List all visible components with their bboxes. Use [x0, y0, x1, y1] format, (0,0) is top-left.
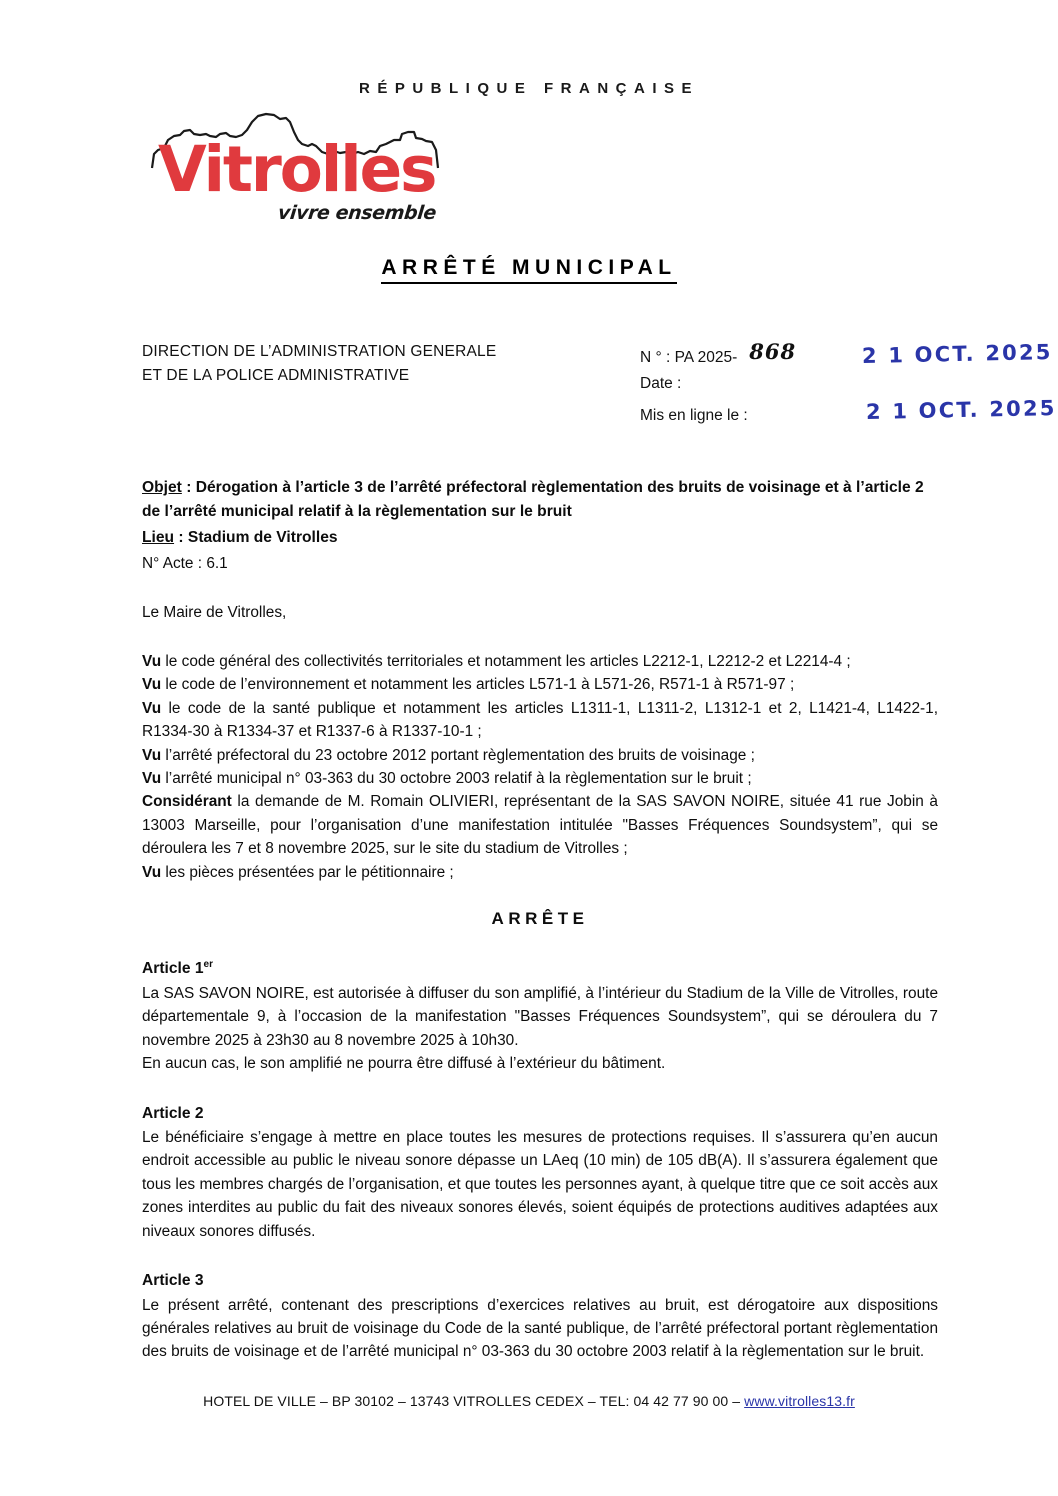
page-footer	[0, 1393, 1058, 1409]
logo-wordmark: Vitrolles	[158, 133, 436, 206]
vu-clause-prefix: Vu	[142, 863, 162, 881]
vu-clause-prefix: Vu	[142, 746, 162, 764]
vu-clauses-list	[142, 650, 938, 884]
footer-address: HOTEL DE VILLE – BP 30102 – 13743 VITROLLES CEDEX – TEL: 04 42 77 90 00 –	[203, 1393, 745, 1409]
article-3	[142, 1269, 938, 1364]
article-2-title: Article 2	[142, 1104, 204, 1122]
published-online-label: Mis en ligne le :	[640, 407, 748, 424]
lieu-label: Lieu	[142, 529, 175, 547]
vu-clause	[142, 673, 938, 696]
date-label: Date :	[640, 374, 682, 392]
objet-label: Objet	[142, 479, 182, 496]
reference-number-label: N ° : PA 2025-	[640, 349, 738, 366]
vu-clause-text: la demande de M. Romain OLIVIERI, représentant de la SAS SAVON NOIRE, située 41 rue Jobin à 13003 Marseille, pour l’organisation d’une manifestation intitulée "Basses Fréquences Soundsystem”, qui se déroulera les 7 et 8 novembre 2025, sur le site du stadium de Vitrolles ;	[142, 793, 938, 858]
department-line-1: DIRECTION DE L’ADMINISTRATION GENERALE	[142, 343, 497, 360]
vu-clause	[142, 767, 938, 790]
department-line-2: ET DE LA POLICE ADMINISTRATIVE	[142, 367, 410, 385]
vitrolles-logo	[150, 110, 450, 222]
vu-clause-prefix: Vu	[142, 652, 162, 670]
arrete-heading: ARRÊTE	[491, 908, 589, 928]
article-1-title-sup: er	[203, 959, 213, 971]
footer-website-link[interactable]: www.vitrolles13.fr	[744, 1393, 855, 1409]
date-stamp-published: 2 1 OCT. 2025	[865, 396, 1057, 424]
lieu-block	[142, 526, 938, 549]
reference-block	[640, 338, 797, 424]
republique-francaise-header: RÉPUBLIQUE FRANÇAISE	[358, 80, 699, 97]
article-1-body-2: En aucun cas, le son amplifié ne pourra être diffusé à l’extérieur du bâtiment.	[142, 1055, 666, 1073]
vu-clause-prefix: Vu	[142, 676, 162, 694]
vu-clause	[142, 790, 938, 860]
date-stamp-primary: 2 1 OCT. 2025	[861, 340, 1053, 368]
article-3-title: Article 3	[142, 1272, 204, 1290]
vu-clause-prefix: Vu	[142, 699, 162, 717]
vu-clause	[142, 650, 938, 673]
reference-number-line	[640, 338, 796, 372]
vu-clause-text: le code général des collectivités territoriales et notamment les articles L2212-1, L2212-2 et L2214-4 ;	[161, 652, 851, 670]
vu-clause	[142, 744, 938, 767]
page-title	[0, 256, 1058, 280]
vu-clause-text: le code de l’environnement et notamment les articles L571-1 à L571-26, R571-1 à R571-97 ;	[161, 676, 795, 694]
vu-clause-prefix: Vu	[142, 769, 162, 787]
reference-number-value: 868	[749, 339, 797, 364]
article-3-body: Le présent arrêté, contenant des prescriptions d’exercices relatives au bruit, est dérogatoire aux dispositions générales relatives au bruit de voisinage du Code de la santé publique, de l’arrêté préfectoral portant règlementation des bruits de voisinage et de l’arrêté municipal n° 03-363 du 30 octobre 2003 relatif à la règlementation sur le bruit.	[142, 1296, 938, 1361]
article-1-body: La SAS SAVON NOIRE, est autorisée à diffuser du son amplifié, à l’intérieur du Stadium de la Ville de Vitrolles, route départementale 9, à l’occasion de la manifestation "Basses Fréquences Soundsystem”, qui se déroulera du 7 novembre 2025 à 23h30 au 8 novembre 2025 à 10h30.	[142, 985, 938, 1049]
article-1	[142, 957, 938, 1075]
article-2-body: Le bénéficiaire s’engage à mettre en place toutes les mesures de protections requises. Il s’assurera qu’en aucun endroit accessible au public le niveau sonore dépasse un LAeq (10 min) de 105 dB(A). Il s’assurera également que tous les membres chargés de l’organisation, et que toutes les personnes ayant, à quelque titre que ce soit accès aux zones interdites au public du fait des niveaux sonores élevés, soient équipés de protections auditives adaptées aux niveaux sonores diffusés.	[142, 1129, 938, 1240]
objet-block	[142, 476, 938, 524]
article-1-title-text: Article 1	[142, 960, 204, 978]
mayor-line: Le Maire de Vitrolles,	[142, 603, 287, 621]
vu-clause-text: l’arrêté préfectoral du 23 octobre 2012 portant règlementation des bruits de voisinage ;	[161, 746, 755, 764]
issuing-department	[142, 340, 496, 388]
lieu-text: : Stadium de Vitrolles	[174, 529, 338, 547]
document-body	[142, 476, 938, 1364]
vu-clause-prefix: Considérant	[142, 793, 232, 811]
vu-clause-text: l’arrêté municipal n° 03-363 du 30 octobre 2003 relatif à la règlementation sur le bruit ;	[161, 769, 752, 787]
vu-clause-text: les pièces présentées par le pétitionnaire ;	[161, 863, 454, 881]
vu-clause	[142, 861, 938, 884]
acte-number: N° Acte : 6.1	[142, 554, 228, 572]
article-2	[142, 1102, 938, 1243]
vu-clause-text: le code de la santé publique et notamment les articles L1311-1, L1311-2, L1312-1 et 2, L1421-4, L1422-1, R1334-30 à R1334-37 et R1337-6 à R1337-10-1 ;	[142, 699, 938, 741]
objet-text: : Dérogation à l’article 3 de l’arrêté préfectoral règlementation des bruits de voisinage et à l’article 2 de l’arrêté municipal relatif à la règlementation sur le bruit	[142, 479, 924, 521]
page-title-text: ARRÊTÉ MUNICIPAL	[381, 256, 676, 284]
vu-clause	[142, 697, 938, 744]
logo-tagline: vivre ensemble	[276, 202, 438, 224]
article-1-title	[142, 957, 938, 981]
